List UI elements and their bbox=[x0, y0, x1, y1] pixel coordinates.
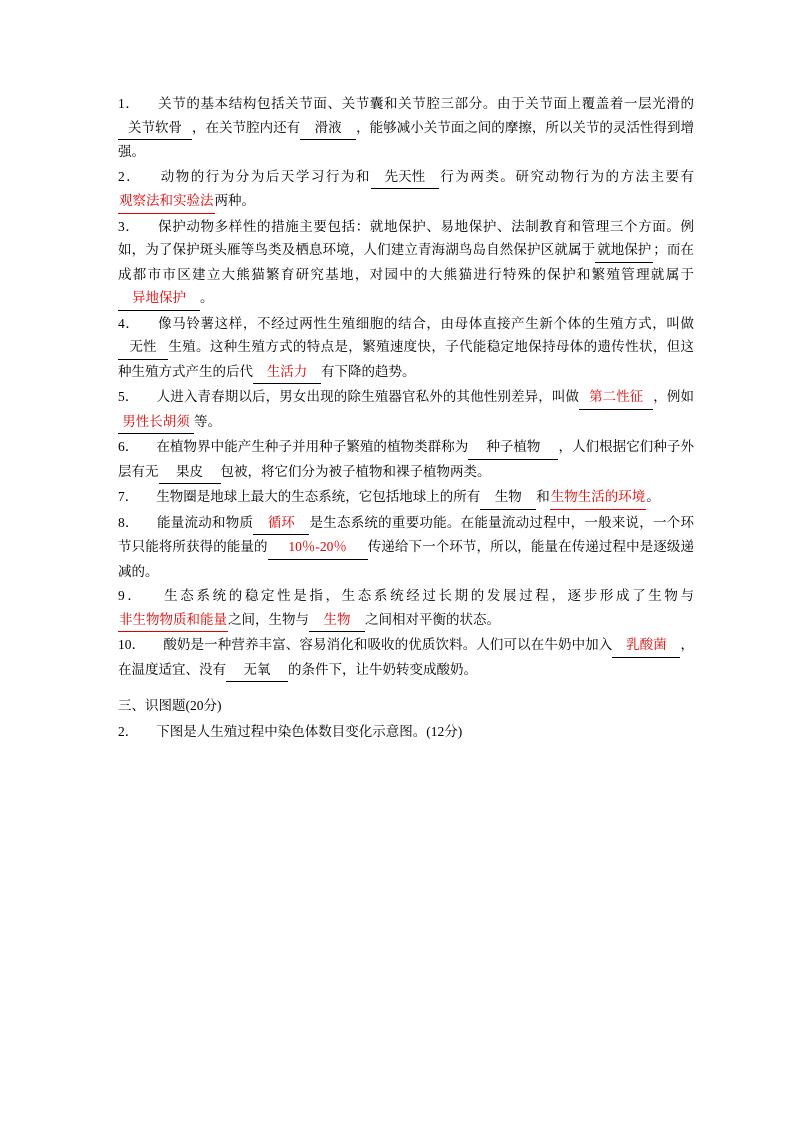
question-paragraph bbox=[118, 511, 694, 584]
item-number: 6． bbox=[118, 439, 139, 454]
static-text: 的条件下，让牛奶转变成酸奶。 bbox=[288, 661, 477, 677]
answer-blank-filled[interactable]: 第二性征 bbox=[579, 385, 653, 410]
answer-blank[interactable]: 关节软骨 bbox=[118, 116, 192, 141]
static-text: 生物圈是地球上最大的生态系统，它包括地球上的所有 bbox=[156, 489, 481, 504]
answer-text-red[interactable]: 非生物物质和能量 bbox=[118, 608, 228, 633]
item-number: 7． bbox=[118, 489, 139, 504]
static-text: 和 bbox=[536, 489, 550, 504]
static-text: 关节的基本结构包括关节面、关节囊和关节腔三部分。由于关节面上覆盖着一层光滑的 bbox=[157, 96, 695, 111]
static-text: 。 bbox=[200, 290, 214, 305]
answer-blank[interactable]: 果皮 bbox=[159, 460, 221, 485]
static-text: ，在温度适宜、没有 bbox=[118, 637, 695, 677]
question-paragraph bbox=[118, 312, 694, 385]
answer-blank-filled[interactable]: 10％-20％ bbox=[268, 535, 368, 560]
static-text: ，例如 bbox=[653, 389, 695, 404]
static-text: 传递给下一个环节，所以，能量在传递过程中是逐级递减的。 bbox=[118, 539, 695, 579]
item-number: 10． bbox=[118, 637, 146, 652]
answer-blank[interactable]: 滑液 bbox=[300, 116, 356, 141]
answer-blank-filled[interactable]: 循环 bbox=[253, 511, 309, 536]
static-text: 是生态系统的重要功能。在能量流动过程中，一般来说，一个环节只能将所获得的能量的 bbox=[118, 514, 695, 554]
question-paragraph bbox=[118, 584, 694, 632]
question-paragraph bbox=[118, 385, 694, 434]
item-number: 5． bbox=[118, 389, 139, 404]
static-text: ，人们根据它们种子外层有无 bbox=[118, 439, 694, 479]
answer-blank-filled[interactable]: 生物 bbox=[309, 608, 365, 633]
item-number: 4． bbox=[118, 315, 140, 331]
answer-blank[interactable]: 先天性 bbox=[371, 165, 439, 190]
question-paragraph bbox=[118, 165, 694, 214]
static-text: 行为两类。研究动物行为的方法主要有 bbox=[438, 168, 695, 184]
static-text: 包被，将它们分为被子植物和裸子植物两类。 bbox=[220, 463, 491, 479]
static-text: ；而在成都市市区建立大熊猫繁育研究基地，对园中的大熊猫进行特殊的保护和繁殖管理就属于 bbox=[118, 242, 695, 282]
static-text: 动物的行为分为后天学习行为和 bbox=[159, 168, 371, 184]
static-text: 之间，生物与 bbox=[228, 611, 309, 627]
answer-blank[interactable]: 生物 bbox=[480, 485, 536, 510]
static-text: 。 bbox=[646, 489, 660, 504]
static-text: 物质 bbox=[225, 514, 254, 530]
static-text: 两种。 bbox=[214, 193, 255, 208]
static-text: 生态系统的稳定性是指，生态系统经过长期的发展过程，逐步形成了生物与 bbox=[161, 588, 695, 603]
item-number: 1． bbox=[118, 96, 140, 111]
static-text: ，能够减小关节面之间的摩擦，所以关节的灵活性得到增强。 bbox=[118, 119, 695, 159]
answer-blank-filled[interactable]: 异地保护 bbox=[118, 286, 200, 311]
item-number: 2． bbox=[118, 168, 142, 184]
answer-blank[interactable]: 无性 bbox=[118, 335, 168, 360]
static-text: 酸奶是一种营养丰富、容易消化和吸收的优质饮料。人们可以在牛奶中加入 bbox=[163, 637, 613, 652]
question-number: 2． bbox=[118, 723, 139, 739]
static-text: ，在关节腔内还有 bbox=[192, 119, 301, 135]
question-paragraph bbox=[118, 215, 694, 311]
answer-text-red[interactable]: 观察法和实验法 bbox=[118, 189, 215, 214]
item-number: 8． bbox=[118, 514, 139, 530]
static-text: 能量流动和 bbox=[156, 514, 226, 530]
static-text: 有下降的趋势。 bbox=[321, 363, 416, 379]
fill-in-blank-list bbox=[118, 92, 694, 682]
static-text: 保护动物多样性的措施主要包括：就地保护、易地保护、法制教育和管理三个方面。例如，为了保护斑头雁等鸟类及栖息环境，人们建立青海湖鸟岛自然保护区就属于 bbox=[118, 218, 695, 257]
question-paragraph bbox=[118, 435, 694, 484]
answer-blank[interactable]: 种子植物 bbox=[468, 435, 558, 460]
answer-text-red[interactable]: 生物生活的环境 bbox=[550, 485, 647, 510]
answer-blank[interactable]: 无氧 bbox=[226, 658, 288, 683]
static-text: 之间相对平衡的状态。 bbox=[365, 611, 500, 627]
question-paragraph bbox=[118, 92, 694, 164]
static-text: 人进入青春期以后，男女出现的除生殖器官私外的其他性别差异，叫做 bbox=[156, 389, 580, 404]
section-title: 三、识图题(20分) bbox=[118, 698, 222, 713]
item-number: 3． bbox=[118, 218, 140, 234]
static-text: 等。 bbox=[194, 413, 221, 429]
item-number: 9． bbox=[118, 588, 144, 603]
answer-blank-filled[interactable]: 乳酸菌 bbox=[612, 633, 680, 658]
answer-blank-filled[interactable]: 男性长胡须 bbox=[118, 410, 194, 435]
static-text: 在植物界中能产生种子并用种子繁殖的植物类群称为 bbox=[156, 439, 469, 454]
question-line bbox=[118, 720, 694, 744]
question-paragraph bbox=[118, 633, 694, 682]
static-text: 像马铃薯这样，不经过两性生殖细胞的结合，由母体直接产生新个体的生殖方式，叫做 bbox=[157, 315, 695, 331]
answer-blank[interactable]: 就地保护 bbox=[595, 238, 653, 263]
question-text: 下图是人生殖过程中染色体数目变化示意图。(12分) bbox=[156, 723, 463, 739]
question-paragraph bbox=[118, 485, 694, 510]
static-text: 生殖。这种生殖方式的特点是，繁殖速度快，子代能稳定地保持母体的遗传性状，但这种生殖方式产生的后代 bbox=[118, 339, 694, 379]
answer-blank-filled[interactable]: 生活力 bbox=[253, 360, 321, 385]
